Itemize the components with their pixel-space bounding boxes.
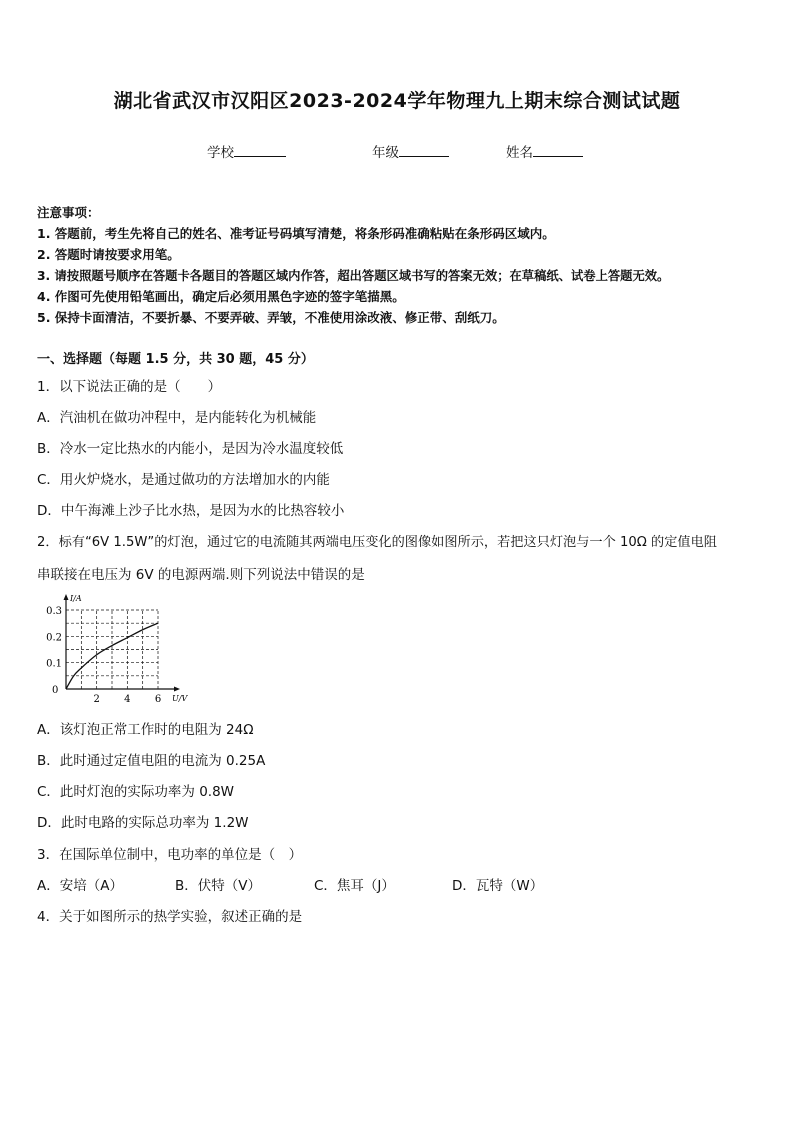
y-axis-label: I/A <box>70 594 82 603</box>
notice-heading: 注意事项： <box>37 205 100 220</box>
x-tick-label: 6 <box>154 694 162 704</box>
question-1-option-c: C．用火炉烧水，是通过做功的方法增加水的内能 <box>37 472 330 488</box>
x-tick-label: 2 <box>93 694 100 704</box>
question-3-stem: 3．在国际单位制中，电功率的单位是（ ） <box>37 847 303 863</box>
question-1-option-d: D．中午海滩上沙子比水热，是因为水的比热容较小 <box>37 503 345 519</box>
notice-item: 3. 请按照题号顺序在答题卡各题目的答题区域内作答，超出答题区域书写的答案无效；在草稿纸、试卷上答题无效。 <box>37 269 670 283</box>
name-label: 姓名 <box>506 145 533 161</box>
notice-item: 5. 保持卡面清洁，不要折暴、不要弄破、弄皱，不准使用涂改液、修正带、刮纸刀。 <box>37 310 505 325</box>
grade-label: 年级 <box>372 145 399 161</box>
question-2-stem-line1: 2．标有“6V 1.5W”的灯泡，通过它的电流随其两端电压变化的图像如图所示，若把这只灯泡与一个 10Ω 的定值电阻 <box>37 535 717 550</box>
question-3-option-a: A．安培（A） <box>37 878 123 894</box>
school-blank <box>234 143 286 157</box>
y-tick-label: 0.3 <box>46 606 62 617</box>
notice-item: 2. 答题时请按要求用笔。 <box>37 247 180 262</box>
question-2-option-a: A．该灯泡正常工作时的电阻为 24Ω <box>37 722 254 738</box>
notice-item: 1. 答题前，考生先将自己的姓名、准考证号码填写清楚，将条形码准确粘贴在条形码区域内。 <box>37 226 555 241</box>
notice-item: 4. 作图可先使用铅笔画出，确定后必须用黑色字迹的签字笔描黑。 <box>37 289 405 304</box>
grade-field <box>372 141 449 161</box>
name-blank <box>533 143 583 157</box>
grade-blank <box>399 143 449 157</box>
school-label: 学校 <box>207 145 234 161</box>
iu-graph <box>36 592 196 704</box>
y-tick-label: 0.1 <box>46 658 62 670</box>
x-tick-label: 4 <box>124 694 131 704</box>
graph-grid <box>66 610 158 689</box>
name-field <box>506 141 583 161</box>
question-2-option-b: B．此时通过定值电阻的电流为 0.25A <box>37 753 266 769</box>
question-2-option-d: D．此时电路的实际总功率为 1.2W <box>37 815 249 831</box>
question-1-stem: 1．以下说法正确的是（ ） <box>37 379 222 395</box>
question-3-option-b: B．伏特（V） <box>175 878 261 894</box>
question-2-stem-line2: 串联接在电压为 6V 的电源两端.则下列说法中错误的是 <box>37 567 365 583</box>
x-axis-label: U/V <box>172 694 188 703</box>
y-tick-label: 0.2 <box>46 632 62 644</box>
origin-label: 0 <box>52 685 59 696</box>
section-title: 一、选择题（每题 1.5 分，共 30 题，45 分） <box>37 352 314 367</box>
question-4-stem: 4．关于如图所示的热学实验，叙述正确的是 <box>37 909 303 925</box>
question-3-option-d: D．瓦特（W） <box>452 878 544 894</box>
school-field <box>207 141 286 161</box>
document-title: 湖北省武汉市汉阳区2023-2024学年物理九上期末综合测试试题 <box>113 90 681 112</box>
question-2-option-c: C．此时灯泡的实际功率为 0.8W <box>37 784 235 800</box>
graph-axes <box>64 594 181 692</box>
question-3-option-c: C．焦耳（J） <box>314 878 395 894</box>
question-1-option-b: B．冷水一定比热水的内能小，是因为冷水温度较低 <box>37 441 344 457</box>
question-1-option-a: A．汽油机在做功冲程中，是内能转化为机械能 <box>37 410 317 426</box>
